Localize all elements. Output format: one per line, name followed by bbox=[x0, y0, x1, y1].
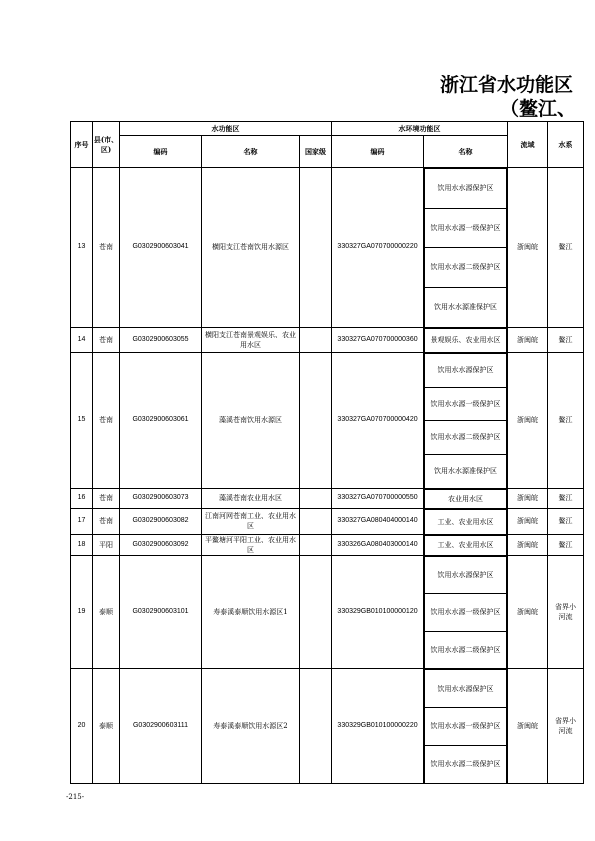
row-wfz-code: G0302900603073 bbox=[120, 488, 202, 509]
wef-name-item: 饮用水水源二级保护区 bbox=[425, 631, 507, 668]
header-water-function-zone: 水功能区 bbox=[120, 122, 332, 136]
row-wef-code: 330329GB010100000120 bbox=[332, 556, 424, 669]
row-wfz-code: G0302900603082 bbox=[120, 509, 202, 535]
row-wef-code: 330327GA070700000550 bbox=[332, 488, 424, 509]
water-function-zone-table bbox=[70, 121, 584, 784]
wef-name-item: 工业、农业用水区 bbox=[425, 535, 507, 555]
row-water-system: 鳌江 bbox=[548, 509, 584, 535]
row-national bbox=[300, 327, 332, 353]
row-county: 平阳 bbox=[93, 534, 120, 556]
page-number: -215- bbox=[66, 793, 85, 801]
row-basin: 浙闽皖 bbox=[508, 669, 548, 783]
header-water-environment-zone: 水环境功能区 bbox=[332, 122, 508, 136]
row-wfz-code: G0302900603061 bbox=[120, 353, 202, 489]
document-title-line1: 浙江省水功能区 bbox=[440, 74, 574, 96]
row-county: 苍南 bbox=[93, 168, 120, 328]
wef-name-item: 饮用水水源保护区 bbox=[425, 354, 507, 388]
table-row bbox=[71, 488, 584, 509]
row-wfz-name: 横阳支江苍南饮用水源区 bbox=[202, 168, 300, 328]
row-wef-names bbox=[424, 534, 508, 556]
header-basin: 流域 bbox=[508, 122, 548, 168]
wef-name-list bbox=[424, 328, 507, 353]
wef-name-item: 饮用水水源二级保护区 bbox=[425, 745, 507, 783]
row-national bbox=[300, 669, 332, 783]
row-wfz-code: G0302900603101 bbox=[120, 556, 202, 669]
row-wef-code: 330329GB010100000220 bbox=[332, 669, 424, 783]
document-title-line2: （鳌江、 bbox=[500, 98, 577, 120]
wef-name-item: 饮用水水源一级保护区 bbox=[425, 387, 507, 421]
row-water-system: 鳌江 bbox=[548, 488, 584, 509]
wef-name-item: 饮用水水源保护区 bbox=[425, 670, 507, 708]
row-basin: 浙闽皖 bbox=[508, 353, 548, 489]
wef-name-item: 工业、农业用水区 bbox=[425, 510, 507, 534]
wef-name-list bbox=[424, 489, 507, 509]
table-row bbox=[71, 534, 584, 556]
row-number: 20 bbox=[71, 669, 93, 783]
row-water-system: 鳌江 bbox=[548, 353, 584, 489]
row-basin: 浙闽皖 bbox=[508, 168, 548, 328]
row-basin: 浙闽皖 bbox=[508, 534, 548, 556]
row-national bbox=[300, 509, 332, 535]
row-water-system: 鳌江 bbox=[548, 168, 584, 328]
row-wef-names bbox=[424, 488, 508, 509]
row-number: 18 bbox=[71, 534, 93, 556]
header-wef-code: 编码 bbox=[332, 136, 424, 168]
row-wef-names bbox=[424, 556, 508, 669]
row-wfz-name: 藻溪苍南饮用水源区 bbox=[202, 353, 300, 489]
wef-name-item: 饮用水水源保护区 bbox=[425, 169, 507, 209]
header-county: 县(市、区) bbox=[93, 122, 120, 168]
wef-name-list bbox=[424, 353, 507, 488]
wef-name-list bbox=[424, 535, 507, 556]
row-national bbox=[300, 353, 332, 489]
wef-name-item: 饮用水水源二级保护区 bbox=[425, 421, 507, 455]
table-row bbox=[71, 327, 584, 353]
row-national bbox=[300, 488, 332, 509]
row-water-system: 鳌江 bbox=[548, 534, 584, 556]
row-national bbox=[300, 168, 332, 328]
row-wef-names bbox=[424, 327, 508, 353]
row-wfz-name: 江南河网苍南工业、农业用水区 bbox=[202, 509, 300, 535]
row-number: 13 bbox=[71, 168, 93, 328]
row-wef-code: 330326GA080403000140 bbox=[332, 534, 424, 556]
row-wfz-name: 横阳支江苍南景观娱乐、农业用水区 bbox=[202, 327, 300, 353]
row-basin: 浙闽皖 bbox=[508, 488, 548, 509]
row-number: 17 bbox=[71, 509, 93, 535]
row-number: 19 bbox=[71, 556, 93, 669]
table-row bbox=[71, 168, 584, 328]
row-wfz-code: G0302900603092 bbox=[120, 534, 202, 556]
wef-name-item: 农业用水区 bbox=[425, 489, 507, 508]
row-wef-code: 330327GA070700000360 bbox=[332, 327, 424, 353]
row-water-system: 省界小河流 bbox=[548, 556, 584, 669]
row-basin: 浙闽皖 bbox=[508, 509, 548, 535]
row-wfz-name: 平鳌塘河平阳工业、农业用水区 bbox=[202, 534, 300, 556]
wef-name-item: 饮用水水源保护区 bbox=[425, 557, 507, 594]
row-wfz-name: 寿泰溪泰顺饮用水源区2 bbox=[202, 669, 300, 783]
wef-name-item: 饮用水水源一级保护区 bbox=[425, 208, 507, 248]
row-county: 苍南 bbox=[93, 509, 120, 535]
row-county: 苍南 bbox=[93, 353, 120, 489]
row-wef-names bbox=[424, 353, 508, 489]
row-wef-names bbox=[424, 168, 508, 328]
table-row bbox=[71, 669, 584, 783]
row-number: 15 bbox=[71, 353, 93, 489]
row-county: 泰顺 bbox=[93, 669, 120, 783]
row-wef-code: 330327GA070700000420 bbox=[332, 353, 424, 489]
row-basin: 浙闽皖 bbox=[508, 327, 548, 353]
row-wfz-code: G0302900603111 bbox=[120, 669, 202, 783]
header-national: 国家级 bbox=[300, 136, 332, 168]
row-wef-names bbox=[424, 669, 508, 783]
row-wef-code: 330327GA080404000140 bbox=[332, 509, 424, 535]
table-row bbox=[71, 353, 584, 489]
row-wfz-code: G0302900603055 bbox=[120, 327, 202, 353]
row-county: 泰顺 bbox=[93, 556, 120, 669]
row-wfz-name: 藻溪苍南农业用水区 bbox=[202, 488, 300, 509]
table-body bbox=[71, 168, 584, 784]
header-wfz-code: 编码 bbox=[120, 136, 202, 168]
row-wfz-name: 寿泰溪泰顺饮用水源区1 bbox=[202, 556, 300, 669]
row-water-system: 省界小河流 bbox=[548, 669, 584, 783]
wef-name-item: 饮用水水源二级保护区 bbox=[425, 248, 507, 288]
row-national bbox=[300, 556, 332, 669]
header-wef-name: 名称 bbox=[424, 136, 508, 168]
row-wef-names bbox=[424, 509, 508, 535]
table-row bbox=[71, 509, 584, 535]
wef-name-list bbox=[424, 509, 507, 534]
wef-name-item: 饮用水水源一级保护区 bbox=[425, 594, 507, 631]
header-seq: 序号 bbox=[71, 122, 93, 168]
row-national bbox=[300, 534, 332, 556]
row-number: 14 bbox=[71, 327, 93, 353]
row-number: 16 bbox=[71, 488, 93, 509]
wef-name-item: 饮用水水源准保护区 bbox=[425, 287, 507, 327]
table-row bbox=[71, 556, 584, 669]
wef-name-list bbox=[424, 168, 507, 327]
row-county: 苍南 bbox=[93, 327, 120, 353]
row-wef-code: 330327GA070700000220 bbox=[332, 168, 424, 328]
wef-name-list bbox=[424, 556, 507, 668]
wef-name-item: 饮用水水源一级保护区 bbox=[425, 708, 507, 746]
row-county: 苍南 bbox=[93, 488, 120, 509]
row-wfz-code: G0302900603041 bbox=[120, 168, 202, 328]
wef-name-item: 饮用水水源准保护区 bbox=[425, 454, 507, 488]
wef-name-item: 景观娱乐、农业用水区 bbox=[425, 328, 507, 352]
header-wfz-name: 名称 bbox=[202, 136, 300, 168]
row-water-system: 鳌江 bbox=[548, 327, 584, 353]
row-basin: 浙闽皖 bbox=[508, 556, 548, 669]
header-water-system: 水系 bbox=[548, 122, 584, 168]
wef-name-list bbox=[424, 669, 507, 782]
